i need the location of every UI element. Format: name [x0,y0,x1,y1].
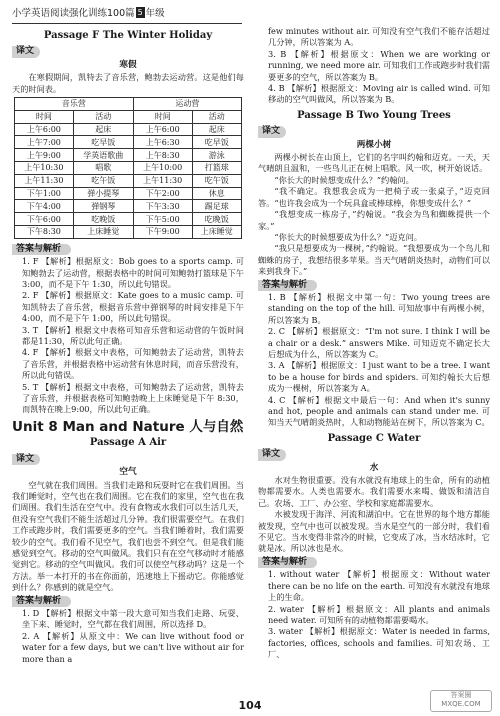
table-cell: 吃午饭 [192,174,241,187]
table-cell: 下午1:00 [15,187,74,200]
translation-paragraph: 水被发现于海洋、河流和湖泊中。它在世界的每个地方都能被发现，空气中也可以被发现。当水是空气的一部分时，我们看不见它。当水变得非常冷的时候，它变成了冰，当水结冰时，它就是冰。所以冰也是水。 [258,509,490,554]
table-row [15,162,242,175]
translation-paragraph: 两棵小树长在山顶上，它们的名字叫约翰和迈克。一天，天气晴朗且温和，一些鸟儿正在树上唱歌。风一吹，树开始说话。 [258,152,490,174]
answer-list-f [12,256,244,416]
answer-item: 3. B 【解析】根据原文：When we are working or running, we need more air. 可知我们工作或跑步时我们需要更多的空气，所以答案为 B。 [268,48,490,82]
answers-tag: 答案与解析 [12,596,71,607]
table-cell: 下午3:30 [133,200,192,213]
answers-tag: 答案与解析 [258,557,317,568]
answer-item: 2. C 【解析】根据原文：“I'm not sure. I think I will be a chair or a desk.” answers Mike. 可知迈克不确定长大后想成为什么，所以答案为 C。 [268,326,490,359]
table-cell: 上床睡觉 [73,226,133,239]
table-cell: 踢足球 [192,200,241,213]
table-cell: 起床 [192,123,241,136]
answer-item: 1. B 【解析】根据文中第一句：Two young trees are standing on the top of the hill. 可知故事中有两棵小树，所以答案为 B。 [268,291,490,325]
translation-tag: 译文 [258,449,286,460]
table-row [15,123,242,136]
table-cell: 学英语歌曲 [73,149,133,162]
answers-tag: 答案与解析 [12,244,71,255]
table-row [15,213,242,226]
table-row [15,136,242,149]
table-cell: 下午5:00 [133,213,192,226]
table-cell: 弹钢琴 [73,200,133,213]
table-row [15,174,242,187]
translation-paragraph: “我只是想要成为一棵树，”约翰说。“我想要成为一个鸟儿和蜘蛛的房子，我想结很多苹果。当天气晴朗炎热时，动物们可以来到我身下。” [258,243,490,277]
passage-c-title: Passage C Water [327,432,421,444]
answer-item: 1. D 【解析】根据文中第一段大意可知当我们走路、玩耍、坐下来、睡觉时，空气都在我们周围，所以选择 D。 [22,607,244,630]
answer-item: 4. B 【解析】根据原文：Moving air is called wind. 可知移动的空气叫做风，所以答案为 B。 [268,83,490,105]
table-cell: 下午2:00 [133,187,192,200]
table-cell: 下午9:00 [133,226,192,239]
column-header: 时间 [15,110,74,123]
watermark-logo: 答案圈 MXQE.COM [430,690,492,712]
cn-title-water: 水 [369,462,379,473]
translation-tag: 译文 [12,46,40,57]
table-cell: 下午6:00 [15,213,74,226]
translation-paragraph: “我不确定。我想我会成为一把椅子或一张桌子，”迈克回答。“也许我会成为一个玩具盒或棒球棒，你想变成什么？” [258,186,490,208]
unit-title: Unit 8 Man and Nature 人与自然 [12,418,244,435]
passage-f-title: Passage F The Winter Holiday [43,30,213,41]
answer-list-b [258,292,490,429]
table-cell: 上床睡觉 [192,226,241,239]
table-cell: 打篮球 [192,162,241,175]
answer-item: few minutes without air. 可知没有空气我们不能存活超过几分钟，所以答案为 A。 [268,26,490,48]
table-cell: 唱歌 [73,162,133,175]
answer-item: 2. F 【解析】根据原文：Kate goes to a music camp. 可知凯特去了音乐营，根据音乐营中弹钢琴的时间安排是下午4:00，而不是下午 1:00，所以此句错误。 [22,290,244,324]
answer-item: 3. A 【解析】根据原文：I just want to be a tree. I want to be a house for birds and spiders. 可知约翰长大后想成为一棵树，所以答案为 A。 [268,360,490,394]
grade-suffix: 年级 [145,8,165,19]
table-cell: 上午11:30 [15,174,74,187]
table-cell: 吃早饭 [73,136,133,149]
answer-item: 5. T 【解析】根据文中表格，可知鲍勃去了运动营，凯特去了音乐营，并根据表格可知鲍勃晚上上床睡觉是下午 8:30，而凯特在晚上9:00，所以此句正确。 [22,381,244,415]
table-cell: 上午9:00 [15,149,74,162]
answer-list-c [258,569,490,660]
answer-item: 1. F 【解析】根据原文：Bob goes to a sports camp. 可知鲍勃去了运动营，根据表格中的时间可知鲍勃打篮球是下午 3:00，而不是下午 1:30，所以此句错误。 [22,256,244,290]
table-cell: 弹小提琴 [73,187,133,200]
table-cell: 起床 [73,123,133,136]
water-translation [258,475,490,555]
table-cell: 吃午饭 [73,174,133,187]
answer-item: 4. C 【解析】根据文中最后一句：And when it's sunny and hot, people and animals can stand under me. 可知当天气晴朗炎热时，人和动物能站在树下，所以答案为 C。 [268,394,490,428]
column-header: 活动 [192,110,241,123]
table-cell: 上午6:30 [133,136,192,149]
table-cell: 上午7:00 [15,136,74,149]
column-header: 活动 [73,110,133,123]
translation-paragraph: 水对生物很重要。没有水就没有地球上的生命，所有的动植物都需要水。人类也需要水。我们需要水来喝、做饭和清洁自己。农场、工厂、办公室、学校和家庭都需要水。 [258,475,490,508]
table-row [15,226,242,239]
grade-number-badge: 5 [137,8,143,17]
table-cell: 吃早饭 [192,136,241,149]
answer-item: 2. A 【解析】从原文中：We can live without food or water for a few days, but we can't live without air for more than a [22,630,244,664]
table-row [15,187,242,200]
cn-title-winter: 寒假 [119,59,137,70]
translation-paragraph: “我想变成一栋房子，”约翰说。“我会为鸟和蜘蛛提供一个家。” [258,209,490,231]
translation-paragraph: “你长大的时候想要成为什么？”迈克问。 [274,231,422,242]
table-row [15,200,242,213]
table-cell: 上午10:00 [133,162,192,175]
group-header: 运动营 [133,98,241,111]
table-cell: 吃晚饭 [192,213,241,226]
book-title: 小学英语阅读强化训练100篇 [12,8,135,19]
air-paragraph: 空气就在我们周围。当我们走路和玩耍时它在我们周围。当我们睡觉时，空气也在我们周围。它在我们的家里，空气也在我们周围。我们生活在空气中。没有食物或水我们可以生活几天，但没有空气我们不能生活超过几分钟。我们很需要空气。在我们工作或跑步时，我们需要更多的空气。当我们睡着时，我们需要较少的空气。我们看不见空气，我们也尝不到空气。但是我们能感觉到空气。移动的空气叫做风。我们只有在空气移动时才能感觉到它。移动的空气叫做风。我们可以使空气移动吗？这是一个方法。举一本打开的书在你面前，迅速地上下摇动它。你能感觉到什么？你感到的就是空气。 [12,479,244,593]
cn-title-trees: 两棵小树 [356,139,392,150]
table-cell: 上午6:00 [133,123,192,136]
answer-item: 3. water 【解析】根据原文：Water is needed in farms, factories, offices, schools and families. 可知农场、工厂、 [268,626,490,660]
table-cell: 休息 [192,187,241,200]
answer-list-a [12,608,244,665]
table-row [15,149,242,162]
schedule-body [15,123,242,238]
left-column [12,26,244,665]
answer-item: 1. without water 【解析】根据原文：Without water there can be no life on the earth. 可知没有水就没有地球上的生命。 [268,569,490,603]
translation-paragraph: “你长大的时候想变成什么？”约翰问。 [274,174,414,185]
table-cell: 上午10:30 [15,162,74,175]
page-number: 104 [238,699,262,712]
passage-b-title: Passage B Two Young Trees [297,109,451,121]
translation-tag: 译文 [12,454,40,465]
answer-item: 2. water 【解析】根据原文：All plants and animals need water. 可知所有的动植物都需要喝水。 [268,603,490,625]
table-cell: 游泳 [192,149,241,162]
table-cell: 下午8:30 [15,226,74,239]
table-cell: 上午6:00 [15,123,74,136]
answer-item: 3. T 【解析】根据文中表格可知音乐营和运动营的午饭时间都是11:30，所以此句正确。 [22,324,244,347]
table-cell: 上午8:30 [133,149,192,162]
group-header: 音乐营 [15,98,134,111]
right-column [258,26,490,661]
table-cell: 上午11:30 [133,174,192,187]
table-group-row [15,98,242,111]
table-cell: 吃晚饭 [73,213,133,226]
header-rule [12,23,242,24]
column-header: 时间 [133,110,192,123]
schedule-table [14,97,242,239]
passage-a-title: Passage A Air [89,437,167,449]
answer-item: 4. F 【解析】根据文中表格，可知鲍勃去了运动营，凯特去了音乐营，并根据表格中运动营有休息时间，而音乐营没有，所以此句错误。 [22,347,244,381]
table-cell: 下午4:00 [15,200,74,213]
running-header [12,6,488,22]
answers-tag: 答案与解析 [258,280,317,291]
intro-paragraph: 在寒假期间，凯特去了音乐营，鲍勃去运动营。这是他们每天的时间表。 [12,72,244,94]
table-header-row [15,110,242,123]
cn-title-air: 空气 [119,467,137,478]
translation-tag: 译文 [258,126,286,137]
answer-list-a-continued [258,26,490,106]
trees-translation [258,152,490,277]
